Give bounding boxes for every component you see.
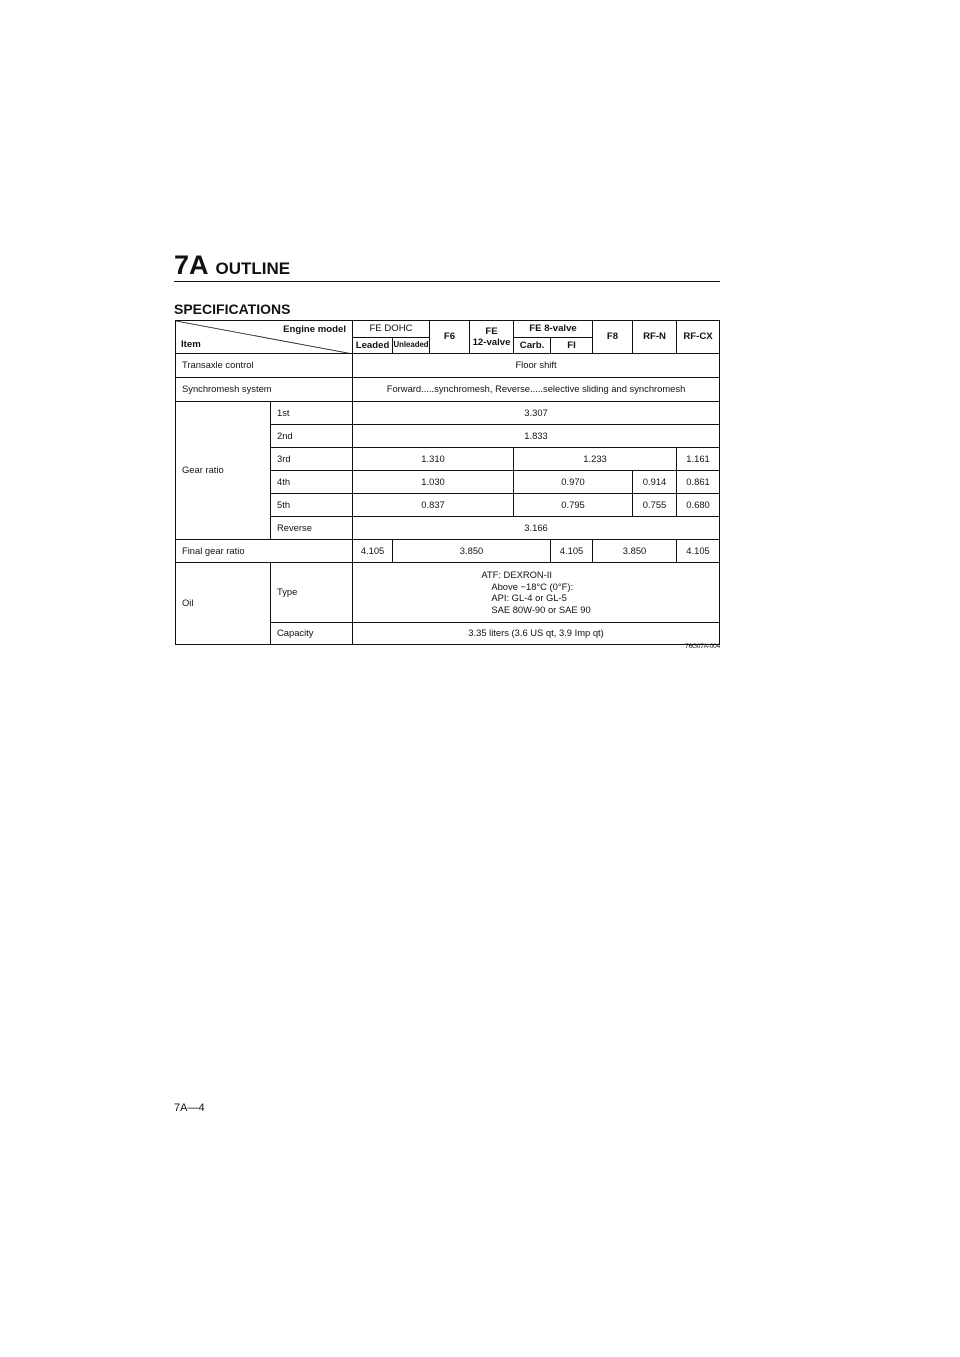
synchromesh-label: Synchromesh system [176, 378, 353, 402]
gear-1st-value: 3.307 [353, 402, 720, 425]
oil-type-line1: ATF: DEXRON-II [481, 568, 553, 580]
gear-reverse-value: 3.166 [353, 517, 720, 540]
chapter-title: OUTLINE [215, 259, 291, 278]
gear-5th-value-d: 0.680 [677, 494, 720, 517]
col-fe-12-valve [470, 321, 514, 354]
gear-5th-value-c: 0.755 [633, 494, 677, 517]
oil-capacity-label: Capacity [271, 623, 353, 645]
table-row [176, 402, 720, 425]
col-f8: F8 [593, 321, 633, 354]
gear-5th-label: 5th [271, 494, 353, 517]
engine-model-label: Engine model [283, 324, 347, 335]
gear-reverse-label: Reverse [271, 517, 353, 540]
col-fe-dohc: FE DOHC [353, 321, 430, 338]
transaxle-control-label: Transaxle control [176, 354, 353, 378]
gear-4th-value-d: 0.861 [677, 471, 720, 494]
table-row [176, 540, 720, 563]
table-row [176, 354, 720, 378]
col-leaded: Leaded [353, 338, 393, 354]
col-carb: Carb. [514, 338, 551, 354]
col-fe-8-valve: FE 8-valve [514, 321, 593, 338]
gear-5th-value-a: 0.837 [353, 494, 514, 517]
synchromesh-value: Forward.....synchromesh, Reverse.....selective sliding and synchromesh [353, 378, 720, 402]
col-rf-n: RF-N [633, 321, 677, 354]
oil-type-block [481, 569, 590, 616]
final-gear-value-d: 3.850 [593, 540, 677, 563]
header-rule [174, 281, 720, 282]
oil-capacity-value: 3.35 liters (3.6 US qt, 3.9 Imp qt) [353, 623, 720, 645]
final-gear-value-b: 3.850 [393, 540, 551, 563]
col-f6: F6 [430, 321, 470, 354]
section-title: SPECIFICATIONS [174, 301, 291, 317]
gear-4th-label: 4th [271, 471, 353, 494]
table-row [176, 563, 720, 623]
gear-1st-label: 1st [271, 402, 353, 425]
oil-type-line4: SAE 80W-90 or SAE 90 [491, 604, 591, 616]
gear-3rd-value-a: 1.310 [353, 448, 514, 471]
final-gear-value-a: 4.105 [353, 540, 393, 563]
table-row [176, 378, 720, 402]
col-unleaded: Unleaded [393, 338, 430, 354]
gear-4th-value-a: 1.030 [353, 471, 514, 494]
gear-3rd-value-c: 1.161 [677, 448, 720, 471]
col-rf-cx: RF-CX [677, 321, 720, 354]
oil-type-line2: Above −18°C (0°F): [491, 580, 574, 592]
chapter-heading [174, 250, 290, 281]
final-gear-value-c: 4.105 [551, 540, 593, 563]
oil-label: Oil [176, 563, 271, 645]
item-label: Item [181, 338, 201, 350]
gear-4th-value-b: 0.970 [514, 471, 633, 494]
oil-type-value [353, 563, 720, 623]
chapter-number: 7A [174, 250, 209, 280]
final-gear-label: Final gear ratio [176, 540, 353, 563]
gear-3rd-value-b: 1.233 [514, 448, 677, 471]
gear-2nd-value: 1.833 [353, 425, 720, 448]
col-fi: FI [551, 338, 593, 354]
gear-3rd-label: 3rd [271, 448, 353, 471]
specifications-table [175, 320, 720, 645]
oil-type-line3: API: GL-4 or GL-5 [491, 592, 567, 604]
gear-5th-value-b: 0.795 [514, 494, 633, 517]
oil-type-label: Type [271, 563, 353, 623]
final-gear-value-e: 4.105 [677, 540, 720, 563]
transaxle-control-value: Floor shift [353, 354, 720, 378]
gear-ratio-label: Gear ratio [176, 402, 271, 540]
gear-2nd-label: 2nd [271, 425, 353, 448]
gear-4th-value-c: 0.914 [633, 471, 677, 494]
col-fe-12-line2: 12-valve [472, 337, 511, 348]
col-fe-12-line1: FE [485, 325, 498, 337]
table-corner-cell [176, 321, 353, 354]
figure-reference: 76G07A-004 [685, 643, 720, 650]
page-number: 7A—4 [174, 1102, 205, 1114]
